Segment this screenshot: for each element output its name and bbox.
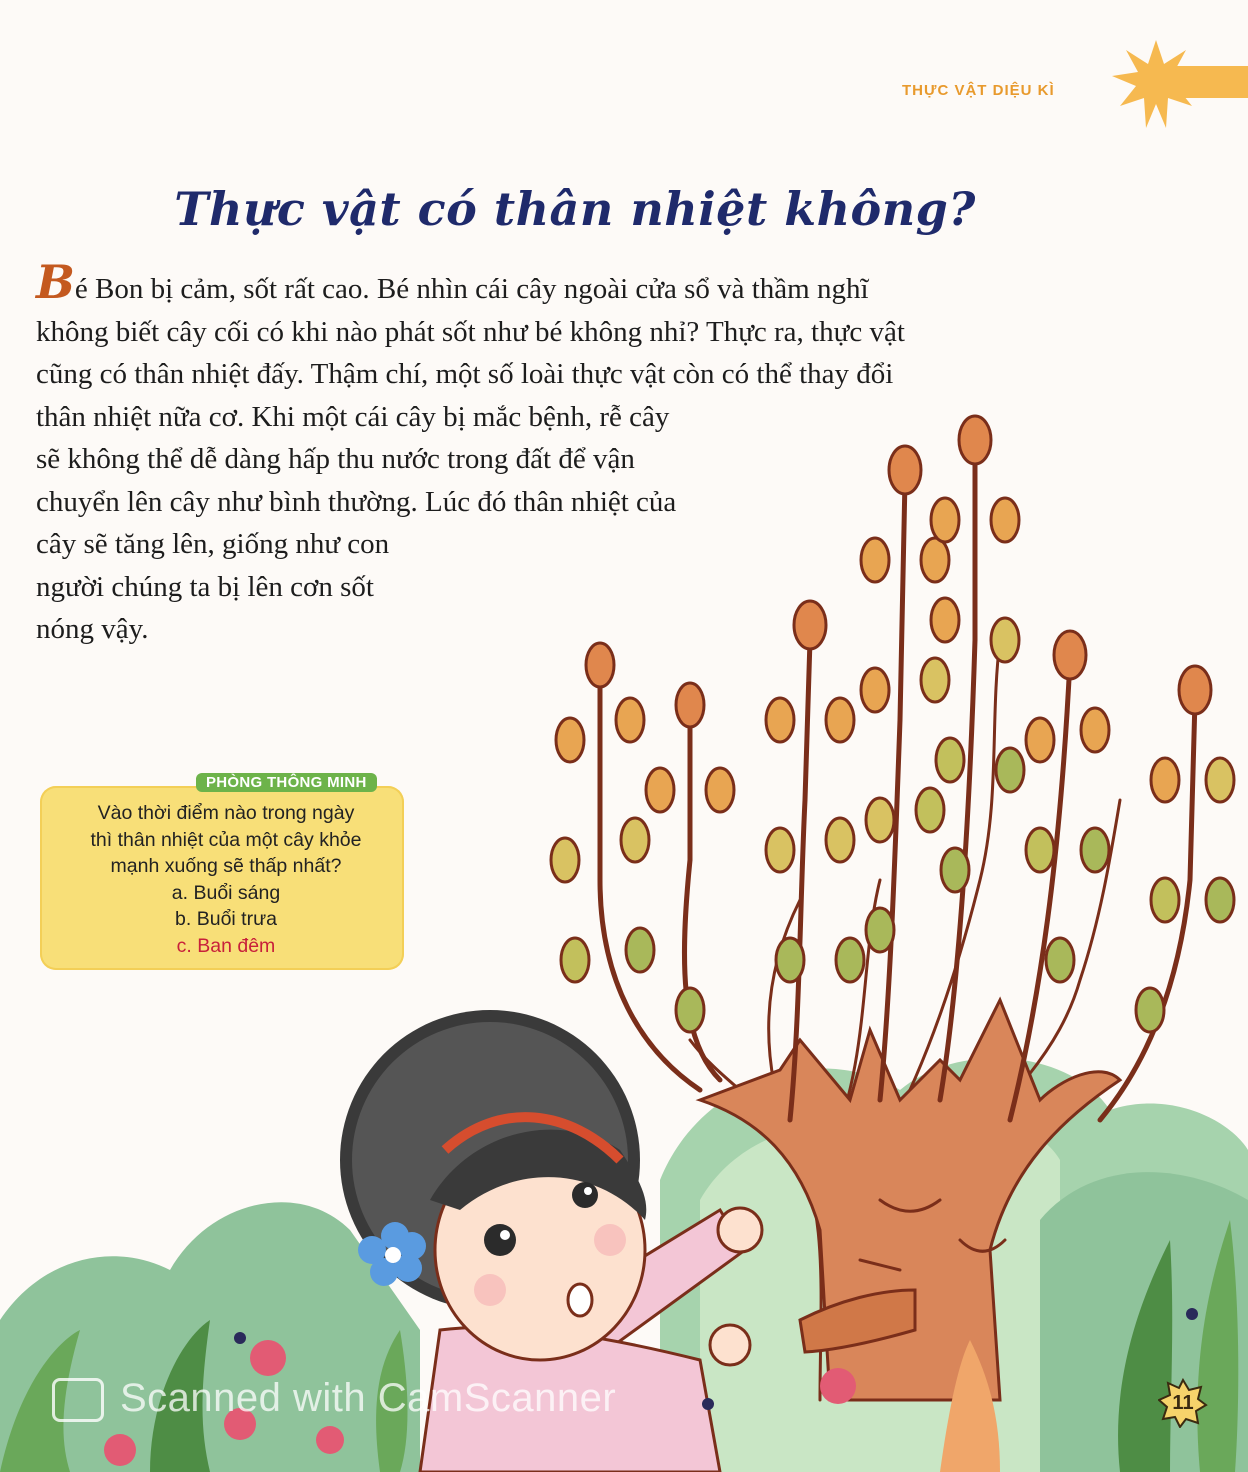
page-title: Thực vật có thân nhiệt không?	[174, 182, 976, 236]
paragraph-line-4: thân nhiệt nữa cơ. Khi một cái cây bị mắc bệnh, rễ cây	[36, 400, 670, 433]
quiz-question-line-3: mạnh xuống sẽ thấp nhất?	[110, 855, 342, 877]
paragraph-line-2: không biết cây cối có khi nào phát sốt như bé không nhỉ? Thực ra, thực vật	[36, 315, 905, 348]
watermark-text: Scanned with CamScanner	[120, 1376, 617, 1420]
paragraph-line-5: sẽ không thể dễ dàng hấp thu nước trong đất để vận	[36, 443, 635, 475]
quiz-question-line-1: Vào thời điểm nào trong ngày	[97, 802, 355, 824]
quiz-option-c: c. Ban đêm	[176, 934, 276, 957]
quiz-content	[56, 800, 396, 959]
drop-cap: B	[36, 255, 75, 309]
paragraph-line-6: chuyển lên cây như bình thường. Lúc đó thân nhiệt của	[36, 485, 677, 518]
paragraph-line-3: cũng có thân nhiệt đấy. Thậm chí, một số loài thực vật còn có thể thay đổi	[36, 358, 894, 390]
paragraph-line-8: người chúng ta bị lên cơn sốt	[36, 570, 374, 603]
quiz-option-b: b. Buổi trưa	[175, 908, 277, 930]
paragraph-line-1-text: é Bon bị cảm, sốt rất cao. Bé nhìn cái cây ngoài cửa sổ và thầm nghĩ	[74, 273, 869, 305]
camscanner-logo-icon	[52, 1378, 104, 1422]
section-title: THỰC VẬT DIỆU KÌ	[902, 82, 1055, 99]
quiz-question-line-2: thì thân nhiệt của một cây khỏe	[90, 828, 362, 851]
quiz-option-a: a. Buổi sáng	[171, 881, 281, 904]
quiz-label: PHÒNG THÔNG MINH	[196, 773, 377, 792]
paragraph-line-7: cây sẽ tăng lên, giống như con	[36, 528, 390, 560]
leaves	[551, 416, 1234, 1032]
page-number: 11	[1172, 1391, 1194, 1414]
paragraph-line-9: nóng vậy.	[36, 613, 149, 645]
